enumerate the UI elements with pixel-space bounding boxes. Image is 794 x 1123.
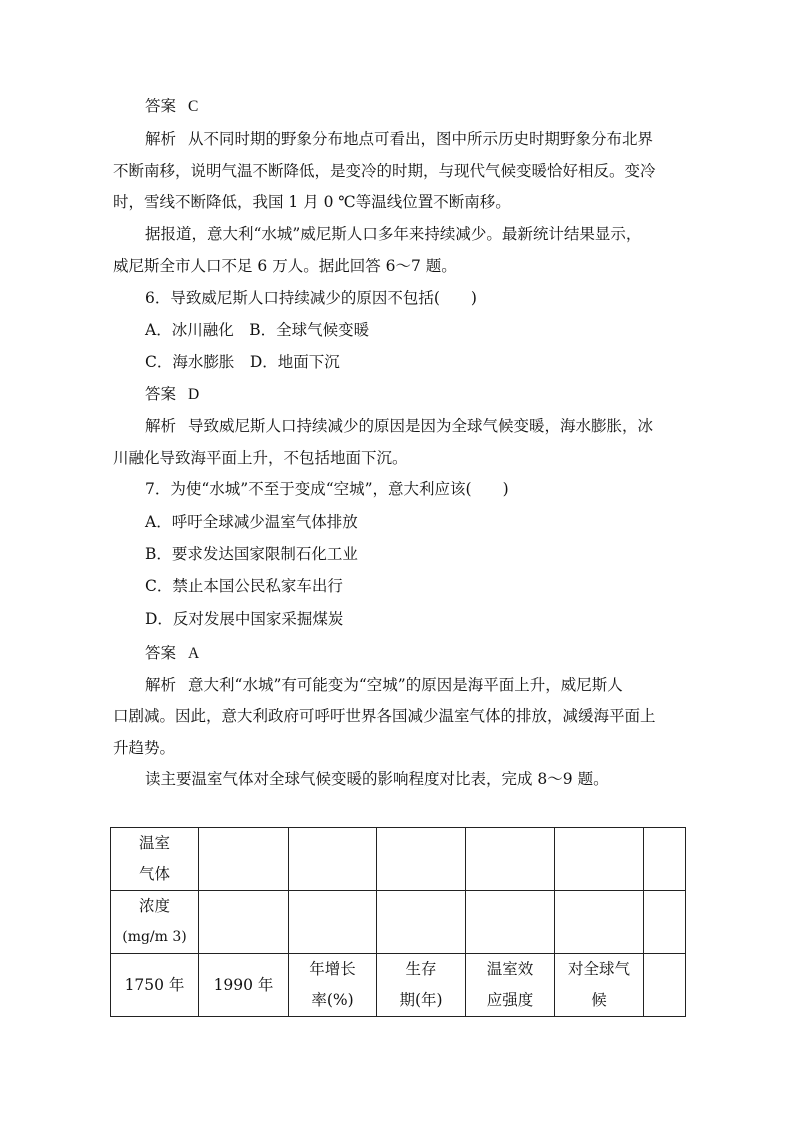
table-row — [111, 954, 686, 1017]
answer-6 — [145, 384, 199, 405]
answer-5 — [145, 96, 198, 117]
table-cell: 1750 年 — [111, 954, 199, 1017]
table-cell — [289, 891, 377, 954]
intro-6-7-line-2: 威尼斯全市人口不足 6 万人。据此回答 6～7 题。 — [113, 257, 457, 275]
question-7-option-a: A．呼吁全球减少温室气体排放 — [145, 513, 358, 531]
table-cell — [377, 828, 466, 891]
question-7-option-d: D．反对发展中国家采掘煤炭 — [145, 610, 344, 628]
intro-8-9: 读主要温室气体对全球气候变暖的影响程度对比表，完成 8～9 题。 — [145, 770, 609, 788]
intro-6-7-line-1: 据报道，意大利“水城”威尼斯人口多年来持续减少。最新统计结果显示， — [145, 225, 642, 243]
table-cell: 浓度 (mg/m 3) — [111, 891, 199, 954]
table-row — [111, 891, 686, 954]
explanation-6-line-1 — [145, 416, 653, 436]
explanation-5-line-2: 不断南移，说明气温不断降低，是变冷的时期，与现代气候变暖恰好相反。变冷 — [113, 162, 656, 180]
explanation-5-line-3: 时，雪线不断降低，我国 1 月 0 ℃等温线位置不断南移。 — [113, 193, 511, 211]
explanation-7-line-1 — [145, 675, 623, 695]
explanation-7-line-2: 口剧减。因此，意大利政府可呼吁世界各国减少温室气体的排放，减缓海平面上 — [113, 707, 656, 725]
table-cell — [289, 828, 377, 891]
table-cell — [466, 891, 555, 954]
table-cell — [466, 828, 555, 891]
table-row — [111, 828, 686, 891]
table-cell: 年增长 率(%) — [289, 954, 377, 1017]
answer-value: D — [188, 386, 200, 403]
question-7-stem: 7．为使“水城”不至于变成“空城”，意大利应该( ) — [145, 480, 509, 498]
table-cell — [199, 828, 289, 891]
table-cell: 生存 期(年) — [377, 954, 466, 1017]
question-6-options-ab: A．冰川融化 B．全球气候变暖 — [145, 321, 370, 339]
question-6-stem: 6．导致威尼斯人口持续减少的原因不包括( ) — [145, 289, 477, 307]
answer-label: 答案 — [145, 97, 177, 115]
table-cell — [555, 891, 644, 954]
question-7-option-c: C．禁止本国公民私家车出行 — [145, 577, 343, 595]
answer-value: C — [188, 98, 199, 115]
table-cell — [644, 828, 686, 891]
table-cell — [377, 891, 466, 954]
explanation-text: 导致威尼斯人口持续减少的原因是因为全球气候变暖，海水膨胀，冰 — [188, 417, 654, 435]
table-cell — [555, 828, 644, 891]
table-cell: 1990 年 — [199, 954, 289, 1017]
greenhouse-gas-table — [110, 827, 686, 1017]
answer-label: 答案 — [145, 644, 177, 662]
question-7-option-b: B．要求发达国家限制石化工业 — [145, 545, 358, 563]
answer-7 — [145, 643, 199, 664]
explanation-5-line-1 — [145, 129, 653, 149]
explanation-label: 解析 — [145, 676, 177, 694]
explanation-label: 解析 — [145, 417, 177, 435]
answer-label: 答案 — [145, 385, 177, 403]
answer-value: A — [188, 645, 200, 662]
table-cell — [644, 954, 686, 1017]
table-cell: 温室 气体 — [111, 828, 199, 891]
table-cell: 对全球气 候 — [555, 954, 644, 1017]
explanation-label: 解析 — [145, 130, 177, 148]
table-cell: 温室效 应强度 — [466, 954, 555, 1017]
explanation-7-line-3: 升趋势。 — [113, 739, 176, 757]
question-6-options-cd: C．海水膨胀 D．地面下沉 — [145, 353, 340, 371]
explanation-text: 从不同时期的野象分布地点可看出，图中所示历史时期野象分布北界 — [188, 130, 654, 148]
table-cell — [199, 891, 289, 954]
explanation-text: 意大利“水城”有可能变为“空城”的原因是海平面上升，威尼斯人 — [188, 676, 623, 694]
explanation-6-line-2: 川融化导致海平面上升，不包括地面下沉。 — [113, 449, 408, 467]
table-cell — [644, 891, 686, 954]
